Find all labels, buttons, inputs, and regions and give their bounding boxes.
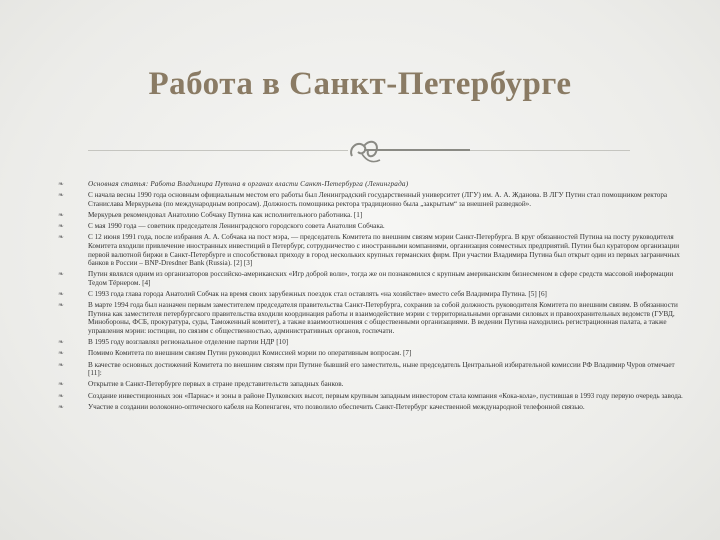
list-item <box>58 349 690 358</box>
list-item <box>58 290 690 299</box>
bullet-icon: ❧ <box>58 180 64 188</box>
bullet-icon: ❧ <box>58 270 64 279</box>
list-item-text: Меркурьев рекомендовал Анатолию Собчаку Путина как исполнительного работника. [1] <box>88 210 363 219</box>
scroll-ornament-icon <box>344 134 384 168</box>
list-item-text: Создание инвестиционных зон «Парнас» и зоны в районе Пулковских высот, первым крупным западным инвестором стала компания «Кока-кола», пустившая в 1993 году первую очередь завода. <box>88 391 683 400</box>
bullet-icon: ❧ <box>58 233 64 242</box>
bullet-icon: ❧ <box>58 402 64 411</box>
bullet-icon: ❧ <box>58 380 64 389</box>
list-item-text: Путин являлся одним из организаторов российско-американских «Игр доброй воли», тогда же он познакомился с крупным американским бизнесменом в сфере средств массовой информации Тедом Тёрнером. [4] <box>88 270 674 287</box>
list-item-text: Помимо Комитета по внешним связям Путин руководил Комиссией мэрии по оперативным вопросам. [7] <box>88 349 412 358</box>
list-item <box>58 380 690 389</box>
list-item-text: Основная статья: Работа Владимира Путина в органах власти Санкт-Петербурга (Ленинграда) <box>88 180 409 188</box>
list-item-text: В качестве основных достижений Комитета по внешним связям при Путине бывший его заместитель, ныне председатель Центральной избирательной комиссии РФ Владимир Чуров отмечает [11]: <box>88 360 675 378</box>
list-item-text: С мая 1990 года — советник председателя Ленинградского городского совета Анатолия Собчака. <box>88 222 385 231</box>
bullet-icon: ❧ <box>58 360 64 369</box>
bullet-icon: ❧ <box>58 290 64 299</box>
list-item <box>58 338 690 347</box>
list-item <box>58 222 690 231</box>
bullet-icon: ❧ <box>58 210 64 219</box>
divider-left <box>88 150 348 151</box>
bullet-icon: ❧ <box>58 338 64 347</box>
list-item-text: Открытие в Санкт-Петербурге первых в стране представительств западных банков. <box>88 380 344 389</box>
list-item <box>58 211 690 220</box>
list-item <box>58 301 690 335</box>
list-item-text: С 12 июня 1991 года, после избрания А. А. Собчака на пост мэра, — председатель Комитета по внешним связям мэрии Санкт-Петербурга. В круг обязанностей Путина на посту руководителя Комитета входили привлечение иностранных инвестиций в Петербург, сотрудничество с иностранными компаниями, организация совместных предприятий. Путин был куратором организации первой валютной биржи в Санкт-Петербурге и способствовал приходу в город нескольких крупных германских фирм. При участии Владимира Путина был открыт один из первых заграничных банков в России – BNP-Dresdner Bank (Russia). [2] [3] <box>88 233 680 268</box>
list-item <box>58 403 690 412</box>
bullet-icon: ❧ <box>58 391 64 400</box>
list-item-text: В марте 1994 года был назначен первым заместителем председателя правительства Санкт-Петербурга, сохранив за собой должность руководителя Комитета по внешним связям. В обязанности Путина как заместителя петербургского правительства входили координация работы и взаимодействие мэрии с территориальными органами силовых и правоохранительных ведомств (ГУВД, Минобороны, ФСБ, прокуратура, суды, Таможенный комитет), а также взаимоотношения с общественными организациями. В ведении Путина находились регистрационная палата, а также управления мэрии: юстиции, по связям с общественностью, административных органов, госпечати. <box>88 301 678 336</box>
bullet-icon: ❧ <box>58 222 64 231</box>
bullet-icon: ❧ <box>58 349 64 358</box>
list-item <box>58 233 690 267</box>
list-item <box>58 191 690 208</box>
list-item-text: В 1995 году возглавлял региональное отделение партии НДР [10] <box>88 338 289 347</box>
page-title: Работа в Санкт-Петербурге <box>148 66 572 102</box>
list-item-text: С 1993 года глава города Анатолий Собчак на время своих зарубежных поездок стал оставлять «на хозяйстве» вместо себя Владимира Путина. [5] [6] <box>88 290 547 299</box>
list-item <box>58 392 690 401</box>
list-item-text: Участие в создании волоконно-оптического кабеля на Копенгаген, что позволило обеспечить Санкт-Петербург качественной международной телефонной связью. <box>88 402 585 411</box>
bullet-icon: ❧ <box>58 301 64 310</box>
list-item <box>58 270 690 287</box>
list-item <box>58 361 690 378</box>
list-item <box>58 180 690 189</box>
bullet-icon: ❧ <box>58 191 64 200</box>
bullet-list <box>58 180 690 414</box>
list-item-text: С начала весны 1990 года основным официальным местом его работы был Ленинградский государственный университет (ЛГУ) им. А. А. Жданова. В ЛГУ Путин стал помощником ректора Станислава Меркурьева (по международным вопросам). Должность помощника ректора традиционно была „закрытым“ за внешней разведкой». <box>88 191 668 208</box>
